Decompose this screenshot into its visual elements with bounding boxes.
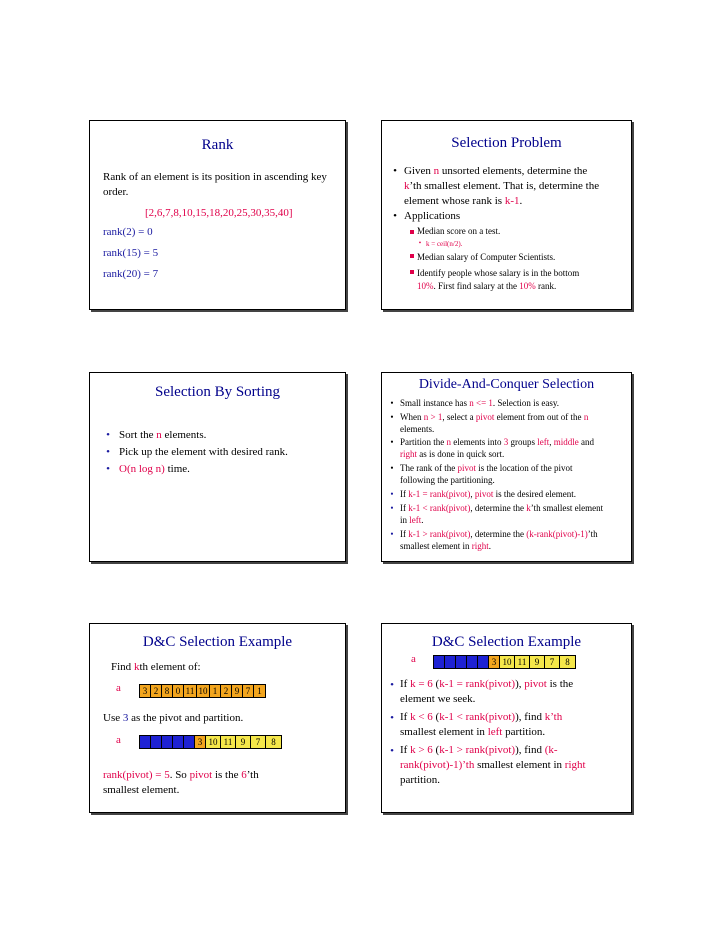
right-partition-cell: 9 bbox=[530, 656, 545, 668]
left-partition-cell bbox=[456, 656, 467, 668]
case-2-line1: If k < 6 (k-1 < rank(pivot)), find k’th bbox=[400, 711, 563, 723]
bullet-icon: • bbox=[390, 463, 394, 473]
array-cell: 1 bbox=[210, 685, 221, 697]
sorting-bullet-1: Sort the n elements. bbox=[119, 429, 207, 441]
slide-title: Selection Problem bbox=[451, 135, 562, 151]
left-partition-cell bbox=[434, 656, 445, 668]
case-1-line2: element we seek. bbox=[400, 693, 476, 705]
array-cell: 2 bbox=[221, 685, 232, 697]
dc-line-1: Small instance has n <= 1. Selection is easy. bbox=[400, 398, 560, 408]
array-cell: 9 bbox=[232, 685, 243, 697]
application-2: Median salary of Computer Scientists. bbox=[417, 252, 556, 262]
right-partition-cell: 10 bbox=[500, 656, 515, 668]
array-cell: 2 bbox=[151, 685, 162, 697]
bullet-icon: • bbox=[390, 679, 394, 691]
right-partition-cell: 7 bbox=[545, 656, 560, 668]
left-partition-cell bbox=[140, 736, 151, 748]
slide-divide-and-conquer bbox=[381, 372, 632, 562]
slide-dc-example-2 bbox=[381, 623, 632, 813]
bullet-icon: • bbox=[106, 446, 110, 458]
square-bullet-icon bbox=[408, 265, 416, 277]
array-cell: 8 bbox=[162, 685, 173, 697]
partitioned-array bbox=[139, 735, 282, 749]
left-partition-cell bbox=[445, 656, 456, 668]
partitioned-array bbox=[433, 655, 576, 669]
case-3-line1: If k > 6 (k-1 > rank(pivot)), find (k- bbox=[400, 744, 558, 756]
slide-dc-example-1 bbox=[89, 623, 346, 813]
rank-example-3: rank(20) = 7 bbox=[103, 268, 159, 280]
given-line2: k’th smallest element. That is, determine the bbox=[404, 180, 600, 192]
right-partition-cell: 11 bbox=[515, 656, 530, 668]
bullet-icon: • bbox=[390, 437, 394, 447]
array-cell: 7 bbox=[243, 685, 254, 697]
array-cell: 10 bbox=[197, 685, 210, 697]
bullet-icon: • bbox=[390, 412, 394, 422]
slide-rank bbox=[89, 120, 346, 310]
dc-line-2b: elements. bbox=[400, 424, 435, 434]
array-label: a bbox=[411, 653, 416, 665]
rank-definition-line2: order. bbox=[103, 186, 129, 198]
square-bullet-icon bbox=[408, 249, 416, 261]
left-partition-cell bbox=[184, 736, 195, 748]
dc-line-6b: in left. bbox=[400, 515, 424, 525]
array-cell: 3 bbox=[140, 685, 151, 697]
rank-example-2: rank(15) = 5 bbox=[103, 247, 159, 259]
left-partition-cell bbox=[173, 736, 184, 748]
left-partition-cell bbox=[151, 736, 162, 748]
right-partition-cell: 7 bbox=[251, 736, 266, 748]
slide-title: D&C Selection Example bbox=[142, 634, 293, 650]
square-bullet-icon bbox=[408, 225, 416, 237]
right-partition-cell: 8 bbox=[560, 656, 575, 668]
dc-line-2: When n > 1, select a pivot element from out of the n bbox=[400, 412, 589, 422]
right-partition-cell: 10 bbox=[206, 736, 221, 748]
right-partition-cell: 8 bbox=[266, 736, 281, 748]
slide-title: Selection By Sorting bbox=[155, 384, 280, 400]
dc-line-6: If k-1 < rank(pivot), determine the k’th smallest element bbox=[400, 503, 604, 513]
rank-pivot-line1: rank(pivot) = 5. So pivot is the 6’th bbox=[103, 769, 259, 781]
case-2-line2: smallest element in left partition. bbox=[400, 726, 546, 738]
right-partition-cell: 9 bbox=[236, 736, 251, 748]
array-cell: 11 bbox=[184, 685, 197, 697]
application-3-line1: Identify people whose salary is in the bottom bbox=[417, 268, 580, 278]
application-3-line2: 10%. First find salary at the 10% rank. bbox=[417, 281, 557, 291]
dc-line-4b: following the partitioning. bbox=[400, 475, 495, 485]
sub-application-1: k = ceil(n/2). bbox=[426, 240, 463, 248]
rank-example-1: rank(2) = 0 bbox=[103, 226, 153, 238]
bullet-icon: • bbox=[390, 489, 394, 499]
sorted-list: [2,6,7,8,10,15,18,20,25,30,35,40] bbox=[145, 207, 293, 219]
dc-line-4: The rank of the pivot is the location of the pivot bbox=[400, 463, 573, 473]
sorting-bullet-3: O(n log n) time. bbox=[119, 463, 190, 475]
case-3-line2: rank(pivot)-1)’th smallest element in right bbox=[400, 759, 586, 771]
left-partition-cell bbox=[478, 656, 489, 668]
given-line1: Given n unsorted elements, determine the bbox=[404, 165, 588, 177]
array-label: a bbox=[116, 682, 121, 694]
case-3-line3: partition. bbox=[400, 774, 441, 786]
dc-line-7: If k-1 > rank(pivot), determine the (k-rank(pivot)-1)’th bbox=[400, 529, 598, 539]
applications-heading: Applications bbox=[404, 210, 461, 222]
find-kth-text: Find kth element of: bbox=[111, 661, 201, 673]
bullet-icon: • bbox=[390, 712, 394, 724]
pivot-cell: 3 bbox=[489, 656, 500, 668]
rank-pivot-line2: smallest element. bbox=[103, 784, 180, 796]
sub-bullet-icon: • bbox=[418, 239, 422, 247]
array-label: a bbox=[116, 734, 121, 746]
sorting-bullet-2: Pick up the element with desired rank. bbox=[119, 446, 288, 458]
left-partition-cell bbox=[467, 656, 478, 668]
pivot-cell: 3 bbox=[195, 736, 206, 748]
bullet-icon: • bbox=[390, 529, 394, 539]
bullet-icon: • bbox=[393, 165, 397, 177]
slide-selection-problem bbox=[381, 120, 632, 310]
slide-title: Divide-And-Conquer Selection bbox=[418, 377, 595, 392]
input-array bbox=[139, 684, 266, 698]
left-partition-cell bbox=[162, 736, 173, 748]
slide-selection-by-sorting bbox=[89, 372, 346, 562]
dc-line-3b: right as is done in quick sort. bbox=[400, 449, 505, 459]
dc-line-5: If k-1 = rank(pivot), pivot is the desired element. bbox=[400, 489, 577, 499]
dc-line-7b: smallest element in right. bbox=[400, 541, 491, 551]
right-partition-cell: 11 bbox=[221, 736, 236, 748]
use-pivot-text: Use 3 as the pivot and partition. bbox=[103, 712, 244, 724]
case-1-line1: If k = 6 (k-1 = rank(pivot)), pivot is the bbox=[400, 678, 574, 690]
application-1: Median score on a test. bbox=[417, 226, 501, 236]
slide-title: Rank bbox=[201, 137, 234, 153]
dc-line-3: Partition the n elements into 3 groups left, middle and bbox=[400, 437, 594, 447]
rank-definition-line1: Rank of an element is its position in ascending key bbox=[103, 171, 327, 183]
bullet-icon: • bbox=[106, 463, 110, 475]
bullet-icon: • bbox=[390, 503, 394, 513]
array-cell: 0 bbox=[173, 685, 184, 697]
array-cell: 1 bbox=[254, 685, 265, 697]
slide-title: D&C Selection Example bbox=[431, 634, 582, 650]
bullet-icon: • bbox=[390, 745, 394, 757]
bullet-icon: • bbox=[390, 398, 394, 408]
given-line3: element whose rank is k-1. bbox=[404, 195, 523, 207]
bullet-icon: • bbox=[106, 429, 110, 441]
bullet-icon: • bbox=[393, 210, 397, 222]
